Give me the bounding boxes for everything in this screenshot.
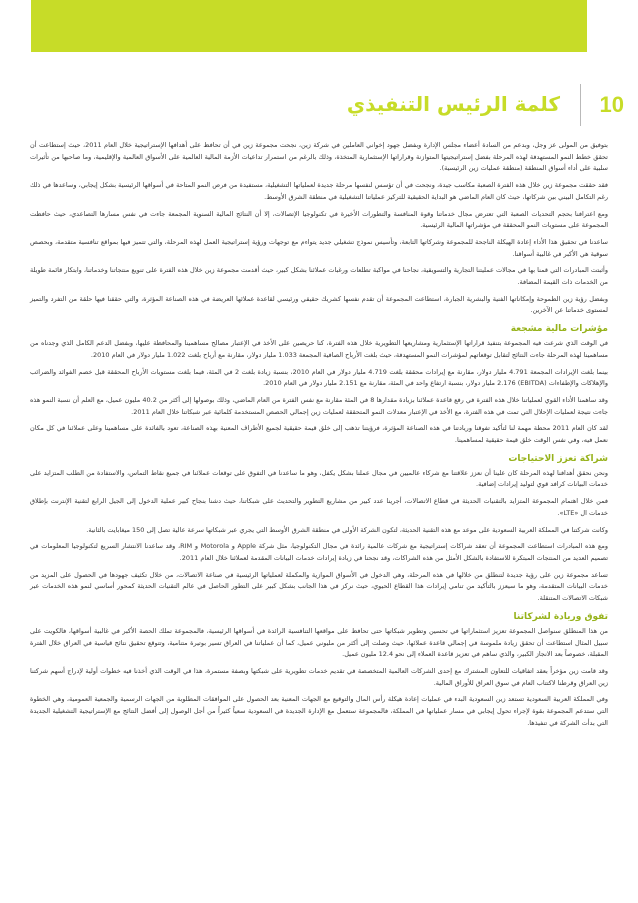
page-number: 10 [599,92,624,117]
intro-paragraph-3: ومع اعترافنا بحجم التحديات الصعبة التي تعترض مجال خدماتنا وقوة المنافسة والتطورات الأخيرة في تكنولوجيا الإتصالات، إلا أن النتائج المالية السنوية المجمعة جاءت في نفس مسارها التصاعدي، حيث حافظت المجموعة على مستويات النمو المحققة في مؤشراتها المالية الرئيسية. [30,209,608,230]
partnership-paragraph-3: وكانت شركتنا في المملكة العربية السعودية على موعد مع هذه التقنية الحديثة، لتكون الشركة الأولى في منطقة الشرق الأوسط التي يجري عبر شبكاتها سرعة عالية تصل إلى 150 ميغابايت بالثانية. [86,525,608,534]
financial-paragraph-2: بينما بلغت الإيرادات المجمعة 4.791 مليار دولار، مقارنة مع إيرادات محققة بلغت 4.719 مليار دولار في العام 2010، بنسبة زيادة بلغت 2 في المئة، فيما بلغت مستويات الأرباح المحققة قبل خصم الفوائد والضرائب والإهلاكات والإطفاءات (EBITDA) 2.176 مليار دولار، بنسبة ارتفاع واحد في المئة، مقارنة مع 2.151 مليار دولار في العام 2010. [30,367,608,388]
leadership-paragraph-2: وقد قامت زين مؤخراً بعقد اتفاقيات للتعاون المشترك مع إحدى الشركات العالمية المتخصصة في تقديم خدمات تطويرية على شبكتها وبصفة مستمرة، هذا في الوقت الذي أخذنا فيه خطوات أولية لإدراج أسهم شركتنا زين العراق وقرطنا لاكتتاب العام في سوق العراق للأوراق المالية. [30,666,608,687]
header-divider [580,84,581,126]
section-heading-leadership: تفوق وريادة لشركاتنا [513,611,608,622]
leadership-paragraph-3: وفي المملكة العربية السعودية تستعد زين السعودية البدء في عمليات إعادة هيكلة رأس المال والتوقيع مع الجهات المعنية بعد الحصول على الموافقات المطلوبة من الجهات الرسمية والجمعية العمومية، وهي الخطوة التي ستدعم المجموعة بقوة لإجراء تحول إيجابي في مسار عملياتها في المملكة، فالمجموعة ستعمل مع الإدارة الجديدة في السعودية سعياً كثيراً من أجل الوصول إلى أفضل النتائج مع الإستراتيجية التشغيلية الجديدة التي بدأت الشركة في تنفيذها. [30,695,608,727]
section-heading-financial: مؤشرات مالية مشجعة [510,324,608,335]
intro-paragraph-6: وبفضل رؤية زين الطموحة وإمكاناتها الفنية والبشرية الجبارة، استطاعت المجموعة أن تقدم نفسها كشريك حقيقي ورئيسي لقاعدة عملائها العريضة في هذه الصناعة المؤثرة، والتي حققنا فيها حلقة من التفرد والتميز لمستوى خدماتنا عن الآخرين. [30,294,608,315]
partnership-paragraph-5: تساعد مجموعة زين على رؤية جديدة لتنطلق من خلالها في هذه المرحلة، وهي الدخول في الأسواق الموازية والمكملة لعملياتها الرئيسية في صناعة الاتصالات، من خلال تكثيف جهودها في الحصول على المزيد من خدمات البيانات المتقدمة، وهو ما سيعزز بالتأكيد من تنامي إيرادات هذا القطاع الحيوي، حيث نركز في هذا الجانب بشكل كبير على التطور الحاصل في عالم التقنيات الحديثة كمحور أساسي لنمو هذه الخدمات عبر شبكات الاتصالات المتنقلة. [30,570,608,603]
top-accent-bar [31,0,587,52]
leadership-paragraph-1: من هذا المنطلق سنواصل المجموعة تعزيز استثماراتها في تحسين وتطوير شبكاتها حتى تحافظ على مواقعها التنافسية الرائدة في أسواقها الرئيسية، فالمجموعة تملك الحصة الأكبر في غالبية أسواقها، فالكويت على سبيل المثال استطاعت أن تحقق زيادة ملموسة في إجمالي قاعدة عملائها، حيث وصلت إلى أكثر من مليوني عميل، كما أن عملياتنا في العراق تسير بوتيرة متنامية، وتتوقع تحقيق نتائج قياسية في العراق خلال الفترة المقبلة، خصوصاً بعد الانجاز الكبير، والذي ساهم في تعزيز قاعدة العملاء إلى نحو 12.4 مليون عميل. [30,626,608,659]
intro-paragraph-2: فقد حققت مجموعة زين خلال هذه الفترة الصعبة مكاسب جيدة، ونجحت في أن تؤسس لنفسها مرحلة جديدة لعملياتها التشغيلية، مستفيدة من فرص النمو المتاحة في أسواقها الرئيسية بشكل إيجابي، وساعدها في ذلك رغم التكامل البيني بين شركاتها، حيث كان العام الماضي هو البداية الحقيقية للتركيز عملياتنا التشغيلية في منطقة الشرق الأوسط. [30,181,608,201]
page-header [30,78,624,126]
financial-paragraph-1: في الوقت الذي شرعت فيه المجموعة بتنفيذ قراراتها الإستثمارية ومشاريعها التطويرية خلال هذه الفترة، كنا حريصين على الأخذ في الإعتبار مصالح مساهمينا والمحافظة عليها، وبفضل الدعم الكامل الذي وجدناه من مساهمينا لهذه المرحلة جاءت النتائج لتقابل توقعاتهم لمؤشرات النمو المستهدفة، حيث بلغت الأرباح الصافية المجمعة 1.033 مليار دولار، مقارنة مع أرباح بلغت 1.022 مليار دولار في العام 2010. [30,339,608,359]
intro-paragraph-4: ساعدنا في تحقيق هذا الأداء إعادة الهيكلة الناجحة للمجموعة وشركاتها التابعة، وتأسيس نموذج تشغيلي جديد يتواءم مع توجهات ورؤية إستراتيجية العمل لهذه المرحلة، والتي تتميز فيها بمواقع تنافسية متقدمة، وبحصص سوقية هي الأكبر في غالبية أسواقنا. [30,237,608,258]
intro-paragraph-5: وأثبتت المبادرات التي قمنا بها في مجالات عمليتنا التجارية والتسويقية، نجاحنا في مواكبة تطلعات ورغبات عملائنا بشكل كبير، حيث أقدمت مجموعة زين خلال هذه الفترة على تنويع منتجاتنا وخدماتنا، وابتكار قائمة طويلة من الخدمات ذات القيمة المضافة. [30,266,608,287]
page-title: كلمة الرئيس التنفيذي [346,92,560,116]
partnership-paragraph-4: ومع هذه المبادرات استطاعت المجموعة أن تعقد شراكات إستراتيجية مع شركات عالمية رائدة في مجال التكنولوجيا، مثل شركة Apple و Motorola و RIM، وقد ساعدنا الانتشار السريع لتكنولوجيا المعلومات في تصميم العديد من المنتجات المبتكرة للاستفادة بالشكل الأمثل من هذه الشراكات، وقد نجحنا في زيادة إيرادات خدمات البيانات المقدمة لعملائنا خلال العام 2011. [30,542,609,562]
partnership-paragraph-2: فمن خلال اهتمام المجموعة المتزايد بالتقنيات الحديثة في قطاع الاتصالات، أجرينا عدد كبير من مشاريع التطوير والتحديث على شبكاتنا، حيث دشنا بنجاح كبير عملية الدخول إلى الجيل الرابع لتقنية الإنترنت بإطلاق خدمات ال «LTE». [30,497,608,517]
section-heading-partnership: شراكة تعزز الاحتياجات [508,453,608,464]
financial-paragraph-3: وقد ساهمنا الأداء القوي لعملياتنا خلال هذه الفترة في رفع قاعدة عملائنا بزيادة مقدارها 8 في المئة مقارنة مع نفس الفترة من العام الماضي، وذلك بوصولها إلى أكثر من 40.2 مليون عميل، مع العلم أن نسبة النمو هذه جاءت نتيجة لعمليات الإحلال التي تمت في هذه الفترة، مع الأخذ في الإعتبار معدلات النمو المتحققة لعمليات زين إجمالي الحصص المستخدمة كلمائية عبر شبكاتنا خلال العام 2011. [30,395,608,416]
article-body [30,140,608,734]
mid-paragraph: لقد كان العام 2011 محطة مهمة لنا لتأكيد تفوقنا وريادتنا في هذه الصناعة المؤثرة، فرؤيتنا تذهب إلى خلق قيمة حقيقية لجميع الأطراف المعنية بهذه الصناعة، تعود بالفائدة على مساهمينا وعلى عملائنا في كل مكان نعمل فيه، وفي نفس الوقت خلق قيمة حقيقية لمساهمينا. [30,424,608,445]
partnership-paragraph-1: ونحن نحقق أهدافنا لهذه المرحلة كان علينا أن نعزز علاقتنا مع شركاء عالميين في مجال عملنا بشكل يكفل، وهو ما ساعدنا في التفوق على توقعات عملائنا في جميع نقاط التماس، والاستفادة من الطلب المتزايد على خدمات البيانات كرافد قوي لتوليد إيرادات إضافية. [30,468,608,489]
intro-paragraph-1: بتوفيق من المولى عز وجل، وبدعم من السادة أعضاء مجلس الإدارة وبفضل جهود إخواني العاملين في شركة زين، نجحت مجموعة زين في أن تحافظ على أهدافها الإستراتيجية خلال العام 2011، حيث إستطاعت أن تحقق خطط النمو المستهدفة لهذه المرحلة بفضل إستراتيجيتها المتوازنة وقراراتها الإستثمارية المتخذة، وذلك بالرغم من استمرار تداعيات الأزمة المالية العالمية على الأسواق العالمية والإقليمية، وما صاحبها من تأثيرات سلبية على أداء أسواق المنطقة (منطقة عمليات زين الرئيسية). [30,141,608,173]
